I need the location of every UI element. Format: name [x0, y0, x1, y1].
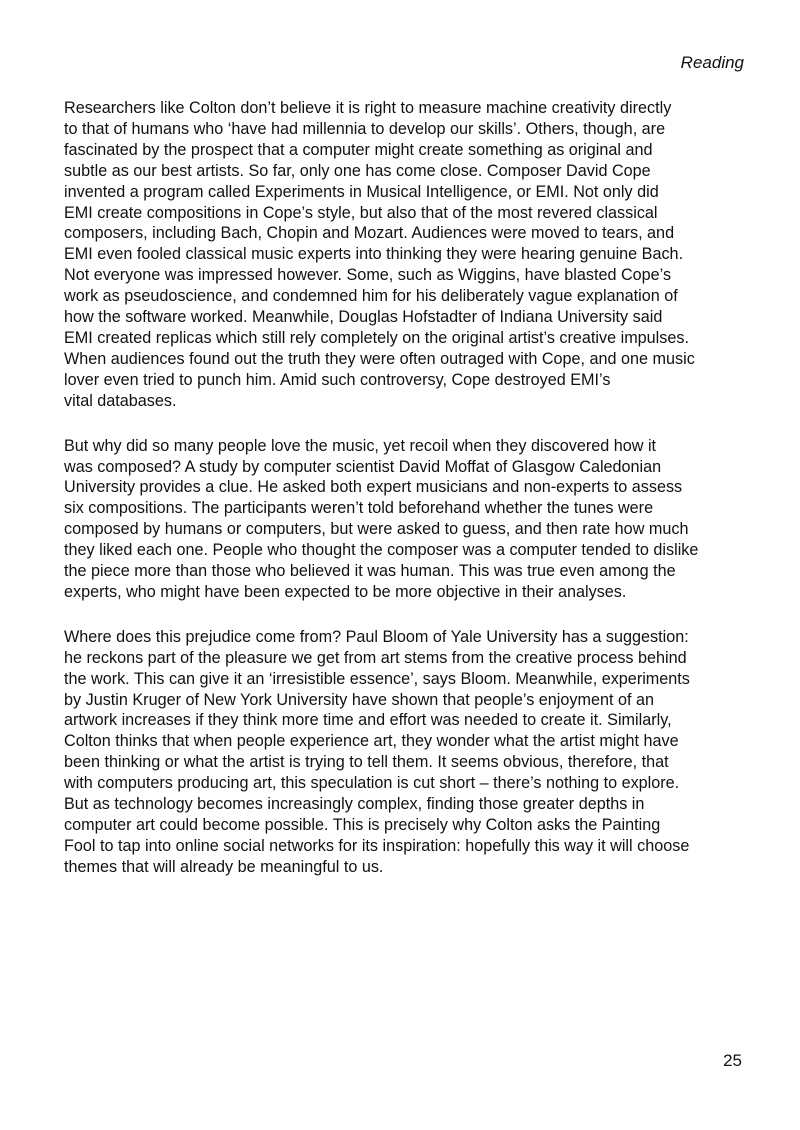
paragraph: But why did so many people love the music, yet recoil when they discovered how it was composed? A study by computer scientist David Moffat of Glasgow Caledonian University provides a clue. He asked both expert musicians and non-experts to assess six compositions. The participants weren’t told beforehand whether the tunes were composed by humans or computers, but were asked to guess, and then rate how much they liked each one. People who thought the composer was a computer tended to dislike the piece more than those who believed it was human. This was true even among the experts, who might have been expected to be more objective in their analyses. — [64, 436, 699, 601]
paragraph: Researchers like Colton don’t believe it is right to measure machine creativity directly to that of humans who ‘have had millennia to develop our skills’. Others, though, are fascinated by the prospect that a computer might create something as original and subtle as our best artists. So far, only one has come close. Composer David Cope invented a program called Experiments in Musical Intelligence, or EMI. Not only did EMI create compositions in Cope’s style, but also that of the most revered classical composers, including Bach, Chopin and Mozart. Audiences were moved to tears, and EMI even fooled classical music experts into thinking they were hearing genuine Bach. Not everyone was impressed however. Some, such as Wiggins, have blasted Cope’s work as pseudoscience, and condemned him for his deliberately vague explanation of how the software worked. Meanwhile, Douglas Hofstadter of Indiana University said EMI created replicas which still rely completely on the original artist’s creative impulses. When audiences found out the truth they were often outraged with Cope, and one music lover even tried to punch him. Amid such controversy, Cope destroyed EMI’s vital databases. — [64, 99, 695, 410]
running-header: Reading — [680, 53, 744, 72]
article-body — [64, 98, 754, 902]
page-number: 25 — [723, 1051, 742, 1070]
paragraph: Where does this prejudice come from? Paul Bloom of Yale University has a suggestion: he reckons part of the pleasure we get from art stems from the creative process behind the work. This can give it an ‘irresistible essence’, says Bloom. Meanwhile, experiments by Justin Kruger of New York University have shown that people’s enjoyment of an artwork increases if they think more time and effort was needed to create it. Similarly, Colton thinks that when people experience art, they wonder what the artist might have been thinking or what the artist is trying to tell them. It seems obvious, therefore, that with computers producing art, this speculation is cut short – there’s nothing to explore. But as technology becomes increasingly complex, finding those greater depths in computer art could become possible. This is precisely why Colton asks the Painting Fool to tap into online social networks for its inspiration: hopefully this way it will choose themes that will already be meaningful to us. — [64, 627, 690, 876]
